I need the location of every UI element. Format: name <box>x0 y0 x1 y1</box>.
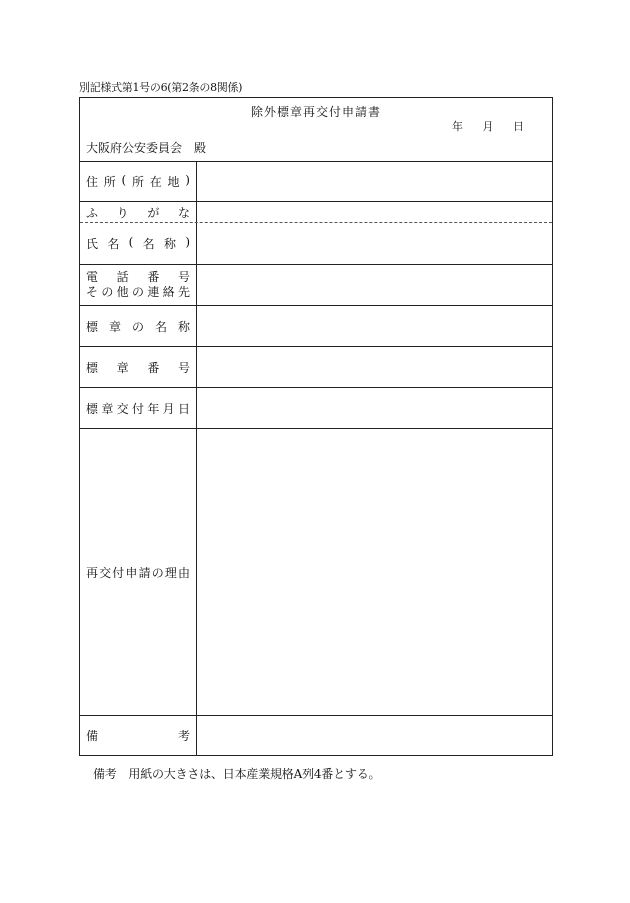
date-line <box>452 118 524 134</box>
label-char: そ <box>86 285 99 299</box>
label-char: 他 <box>116 285 129 299</box>
label-char: 考 <box>177 729 190 743</box>
row-reason <box>80 429 552 716</box>
row-label <box>80 347 197 387</box>
row-remarks <box>80 716 552 755</box>
label-char: が <box>147 205 160 220</box>
label-char: な <box>177 205 190 220</box>
form-header <box>80 98 552 162</box>
label-char: 理 <box>164 565 177 580</box>
label-char: 再 <box>86 565 99 580</box>
label-char: 章 <box>101 401 114 416</box>
label-char: 連 <box>147 285 160 299</box>
label-text <box>86 235 190 252</box>
label-char: 号 <box>177 360 190 375</box>
label-char: 電 <box>86 270 99 284</box>
label-text <box>86 400 190 417</box>
day-label: 日 <box>513 120 524 133</box>
row-badge-number <box>80 347 552 388</box>
label-char: 由 <box>177 565 190 580</box>
label-char: 付 <box>112 565 125 580</box>
issue-date-field[interactable] <box>198 388 552 428</box>
label-char: ( <box>128 235 134 249</box>
label-char: 先 <box>177 285 190 299</box>
label-text <box>86 564 190 581</box>
name-field[interactable] <box>198 223 552 264</box>
label-char: の <box>101 285 114 299</box>
label-text <box>86 727 190 744</box>
label-text <box>86 204 190 221</box>
label-char: 住 <box>86 174 99 189</box>
label-char: 章 <box>116 360 129 375</box>
label-char: ) <box>185 235 190 249</box>
label-text <box>86 173 190 190</box>
label-char: 所 <box>103 174 116 189</box>
row-label <box>80 202 197 222</box>
remarks-field[interactable] <box>198 716 552 755</box>
label-char: 所 <box>131 174 144 189</box>
label-char: の <box>151 565 164 580</box>
form-caption: 別記様式第1号の6(第2条の8関係) <box>79 81 243 94</box>
label-char: 請 <box>138 565 151 580</box>
furigana-field[interactable] <box>198 202 552 222</box>
application-form <box>79 97 553 756</box>
label-char: 月 <box>162 401 175 416</box>
label-char: ) <box>185 172 190 187</box>
label-text <box>86 285 190 300</box>
label-char: 年 <box>147 401 160 416</box>
label-char: 名 <box>142 237 155 251</box>
label-char: 番 <box>147 270 160 284</box>
label-char: の <box>131 285 144 299</box>
row-label <box>80 306 197 346</box>
label-char: 申 <box>125 565 138 580</box>
footnote: 備考 用紙の大きさは、日本産業規格A列4番とする。 <box>93 767 381 781</box>
label-char: 標 <box>86 319 99 334</box>
row-address <box>80 161 552 202</box>
label-char: 章 <box>108 319 121 334</box>
badge-number-field[interactable] <box>198 347 552 387</box>
year-label: 年 <box>452 120 463 133</box>
label-char: 番 <box>147 360 160 375</box>
label-char: の <box>131 319 144 334</box>
row-label <box>80 265 197 305</box>
label-char: 号 <box>177 270 190 284</box>
row-label <box>80 716 197 755</box>
label-char: 称 <box>163 237 176 251</box>
addressee: 大阪府公安委員会 殿 <box>86 141 207 155</box>
month-label: 月 <box>482 120 494 133</box>
label-char: 称 <box>177 319 190 334</box>
label-char: 名 <box>107 237 120 251</box>
row-contact <box>80 265 552 306</box>
label-char: ( <box>121 172 127 187</box>
row-name <box>80 223 552 265</box>
label-char: 標 <box>86 360 99 375</box>
row-label <box>80 388 197 428</box>
form-title: 除外標章再交付申請書 <box>250 105 381 119</box>
label-char: 付 <box>131 401 144 416</box>
label-char: 日 <box>177 401 190 416</box>
badge-name-field[interactable] <box>198 306 552 346</box>
row-issue-date <box>80 388 552 429</box>
label-char: 絡 <box>162 285 175 299</box>
label-char: 交 <box>116 401 129 416</box>
contact-field[interactable] <box>198 265 552 305</box>
label-char: 標 <box>86 401 99 416</box>
row-badge-name <box>80 306 552 347</box>
label-char: 備 <box>86 729 99 743</box>
row-furigana <box>80 202 552 223</box>
label-char: り <box>116 205 129 220</box>
row-label <box>80 429 197 715</box>
row-label <box>80 223 197 264</box>
label-char: 在 <box>149 174 162 189</box>
label-char: 交 <box>99 565 112 580</box>
label-char: 名 <box>154 319 167 334</box>
label-text <box>86 318 190 335</box>
label-text <box>86 359 190 376</box>
reason-field[interactable] <box>198 429 552 715</box>
label-char: 地 <box>167 174 180 189</box>
row-label <box>80 161 197 201</box>
label-char: 氏 <box>86 237 99 251</box>
label-text <box>86 270 190 285</box>
label-char: ふ <box>86 205 99 220</box>
label-char: 話 <box>116 270 129 284</box>
address-field[interactable] <box>198 161 552 201</box>
